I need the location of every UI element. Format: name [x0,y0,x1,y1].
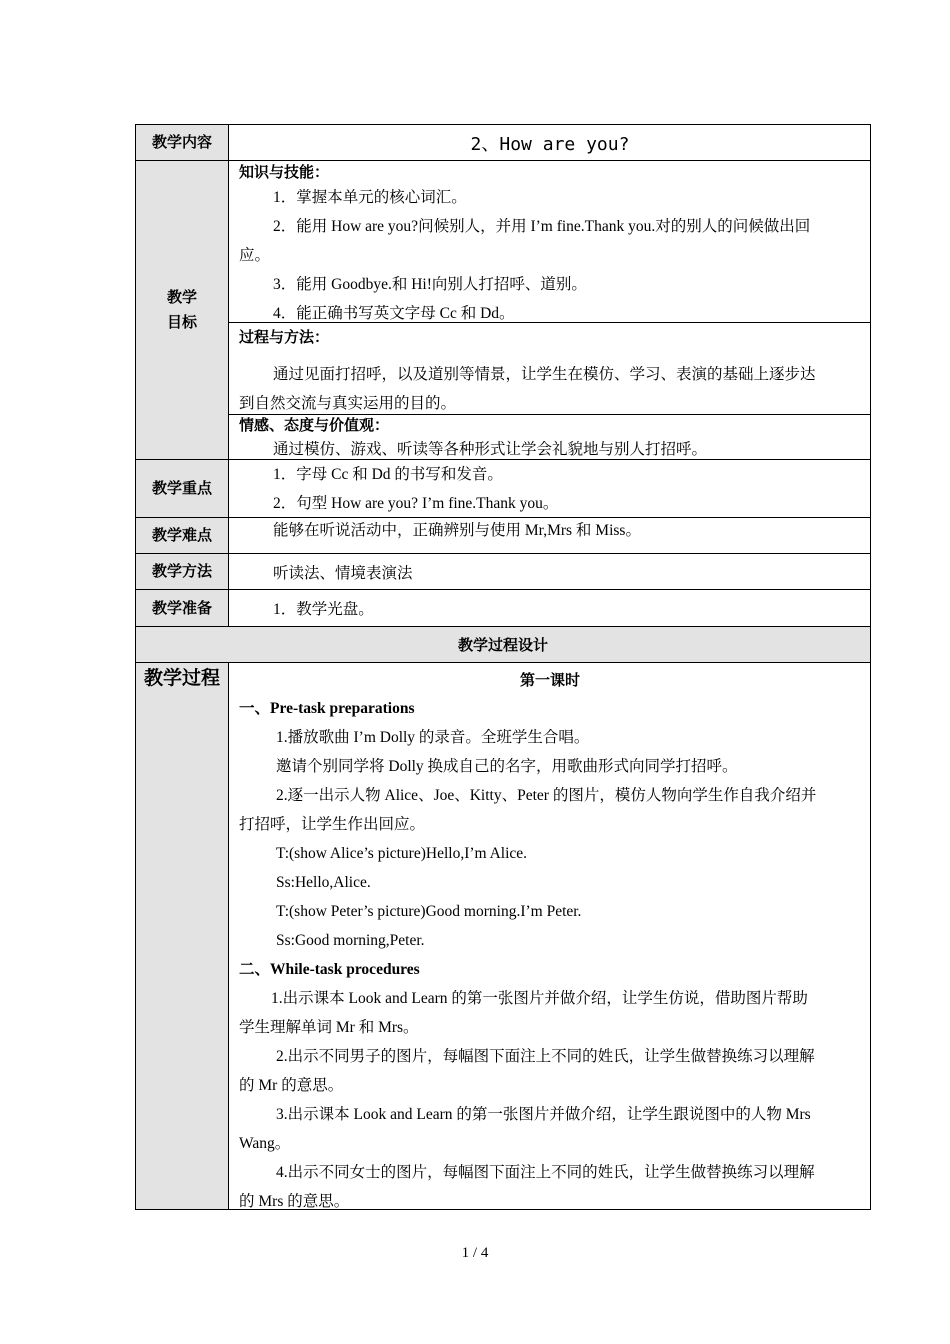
while-task-item-1-cont: 学生理解单词 Mr 和 Mrs。 [239,1019,419,1036]
process-method-heading: 过程与方法： [239,328,330,346]
table-row-key-points [135,459,871,518]
page-number: 1 / 4 [461,1245,489,1261]
key-point-1: 1．字母 Cc 和 Dd 的书写和发音。 [273,466,503,483]
difficulties-cell [228,517,871,554]
lesson-title: 2、How are you? [470,133,630,155]
objectives-cell [228,160,871,460]
process-method-block [229,323,870,415]
pre-task-item-2-cont: 打招呼，让学生作出回应。 [239,816,426,833]
table-row-difficulties [135,517,871,554]
table-row-preparation [135,589,871,627]
dialogue-line-1: T:(show Alice’s picture)Hello,I’m Alice. [276,845,528,862]
table-row-objectives [135,160,871,460]
preparation-cell [228,589,871,627]
label-key-points: 教学重点 [135,459,229,518]
label-objectives-line1: 教学 [166,288,197,306]
pre-task-heading: 一、Pre-task preparations [239,700,415,717]
table-row-process [135,662,871,1210]
method-1: 听读法、情境表演法 [273,565,413,582]
design-header: 教学过程设计 [135,626,871,663]
key-points-cell [228,459,871,518]
knowledge-item-4: 4．能正确书写英文字母 Cc 和 Dd。 [273,305,515,322]
lesson-period: 第一课时 [519,671,580,689]
while-task-item-2: 2.出示不同男子的图片，每幅图下面注上不同的姓氏，让学生做替换练习以理解 [276,1048,815,1065]
while-task-item-3: 3.出示课本 Look and Learn 的第一张图片并做介绍，让学生跟说图中的人物 Mrs [276,1106,811,1123]
label-methods: 教学方法 [135,553,229,590]
label-content: 教学内容 [135,124,229,161]
table-row-methods [135,553,871,590]
process-cell [228,662,871,1210]
while-task-item-2-cont: 的 Mr 的意思。 [239,1077,344,1094]
attitude-block [229,415,870,459]
table-row-content [135,124,871,161]
while-task-item-1: 1.出示课本 Look and Learn 的第一张图片并做介绍，让学生仿说，借助图片帮助 [271,990,808,1007]
label-objectives [135,160,229,460]
methods-cell [228,553,871,590]
label-process-text: 教学过程 [143,667,220,689]
table-row-design-header [135,626,871,663]
while-task-item-4: 4.出示不同女士的图片，每幅图下面注上不同的姓氏，让学生做替换练习以理解 [276,1164,815,1181]
difficulty-1: 能够在听说活动中，正确辨别与使用 Mr,Mrs 和 Miss。 [273,522,641,539]
process-method-line-1: 通过见面打招呼，以及道别等情景，让学生在模仿、学习、表演的基础上逐步达 [273,366,816,383]
lesson-title-cell [228,124,871,161]
label-difficulties: 教学难点 [135,517,229,554]
pre-task-item-1b: 邀请个别同学将 Dolly 换成自己的名字，用歌曲形式向同学打招呼。 [276,758,738,775]
pre-task-item-2: 2.逐一出示人物 Alice、Joe、Kitty、Peter 的图片，模仿人物向学生作自我介绍并 [276,787,817,804]
knowledge-block [229,161,870,323]
label-preparation: 教学准备 [135,589,229,627]
while-task-item-3-cont: Wang。 [239,1135,291,1152]
dialogue-line-2: Ss:Hello,Alice. [276,874,371,891]
dialogue-line-3: T:(show Peter’s picture)Good morning.I’m Peter. [276,903,582,920]
knowledge-item-2: 2．能用 How are you?问候别人，并用 I’m fine.Thank you.对的别人的问候做出回 [273,218,811,235]
label-objectives-line2: 目标 [166,313,197,331]
while-task-item-4-cont: 的 Mrs 的意思。 [239,1193,350,1210]
pre-task-item-1: 1.播放歌曲 I’m Dolly 的录音。全班学生合唱。 [276,729,590,746]
while-task-heading: 二、While-task procedures [239,961,420,978]
knowledge-item-2-cont: 应。 [239,247,271,264]
attitude-line-1: 通过模仿、游戏、听读等各种形式让学会礼貌地与别人打招呼。 [273,441,708,458]
knowledge-item-3: 3．能用 Goodbye.和 Hi!向别人打招呼、道别。 [273,276,587,293]
knowledge-heading: 知识与技能： [239,163,330,181]
label-process [135,662,229,1210]
process-method-line-2: 到自然交流与真实运用的目的。 [239,395,457,412]
preparation-1: 1．教学光盘。 [273,601,374,618]
key-point-2: 2．句型 How are you? I’m fine.Thank you。 [273,495,559,512]
knowledge-item-1: 1．掌握本单元的核心词汇。 [273,189,467,206]
attitude-heading: 情感、态度与价值观： [239,416,390,434]
dialogue-line-4: Ss:Good morning,Peter. [276,932,425,949]
